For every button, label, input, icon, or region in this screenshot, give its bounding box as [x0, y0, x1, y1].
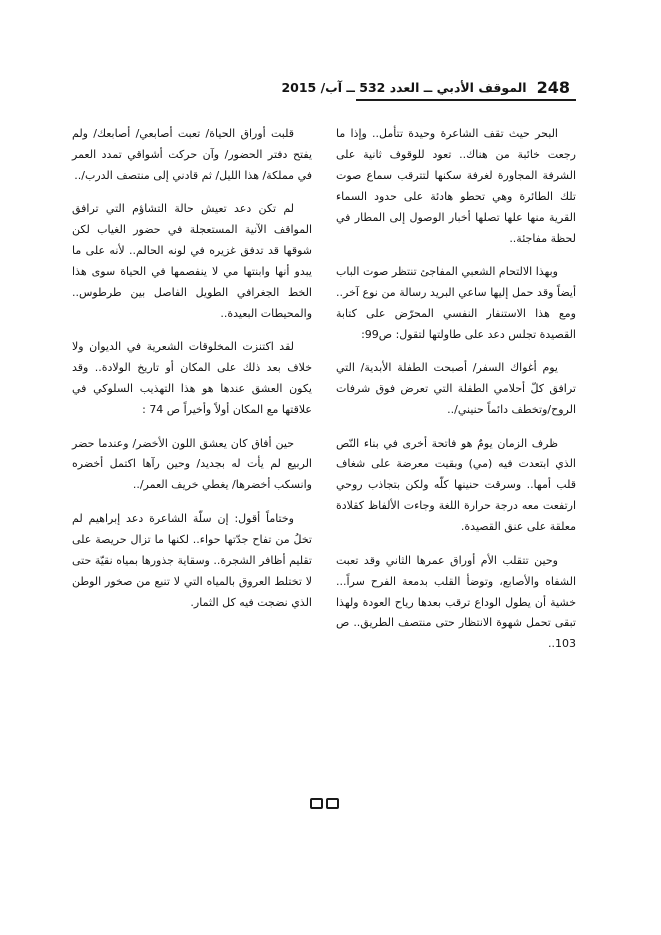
paragraph: ظرف الزمان يومٌ هو فاتحة أخرى في بناء النّص الذي ابتعدت فيه (مي) وبقيت معرضة على شغاف قلب أمها.. وسرقت حنينها كلّه ولكن بتجاذب روحي ارتفعت معه درجة حرارة اللغة وجاءت الألفاظ كقلادة معلقة على عنق القصيدة. [336, 436, 576, 534]
footer-ornament-icon [310, 798, 339, 809]
header-rule [356, 99, 576, 101]
ornament-square [310, 798, 323, 809]
paragraph: لم تكن دعد تعيش حالة التشاؤم التي ترافق المواقف الآنية المستعجلة في حضور الغياب لكن شوقها قد تدفق غزيره في لونه الحالم.. لأنه على ما يبدو أنها وابنتها مي لا ينفصمها في الحياة سوى هذا الخط الجغرافي الطويل الفاصل بين طرطوس.. والمحيطات البعيدة.. [72, 202, 312, 320]
paragraph: وبهذا الالتحام الشعبي المفاجئ تنتظر صوت الباب أيضاً وقد حمل إليها ساعي البريد رسالة من نوع آخر.. ومع هذا الاستنفار النفسي المحرّض على كتابة القصيدة تجلس دعد على طاولتها لتقول: ص99: [336, 265, 576, 341]
paragraph: وختاماً أقول: إن سلّة الشاعرة دعد إبراهيم لم تخلُ من تفاح جدّتها حواء.. لكنها ما تزال حريصة على تقليم أظافر الشجرة.. وسقاية جذورها بمياه نقيّة حتى لا تختلط العروق بالمياه التي لا تنبع من صخور الوطن الذي نضجت فيه كل الثمار. [72, 511, 312, 609]
paragraph: لقد اكتنزت المخلوقات الشعرية في الديوان ولا خلاف بعد ذلك على المكان أو تاريخ الولادة.. وقد يكون العشق عندها هو هذا التهذيب السلوكي في علاقتها مع المكان أولاً وأخيراً ص 74 : [72, 340, 312, 417]
ornament-square [326, 798, 339, 809]
poem-quote: يوم أغواك السفر/ أصبحت الطفلة الأبدية/ التي ترافق كلّ أحلامي الطفلة التي تعرض فوق شرفات الروح/وتخطف دائماً حنيني/.. [336, 361, 576, 417]
page-header [281, 76, 570, 98]
right-column [336, 124, 576, 668]
issue-line: الموقف الأدبي ــ العدد 532 ــ آب/ 2015 [281, 79, 527, 95]
poem-quote: حين أفاق كان يعشق اللون الأخضر/ وعندما حضر الربيع لم يأت له بجديد/ وحين رآها اكتمل أخضره وانسكب أخضرها/ يغطي خريف العمر/.. [72, 436, 312, 492]
page-number: 248 [536, 77, 570, 97]
poem-quote: قلبت أوراق الحياة/ تعبت أصابعي/ أصابعك/ ولم يفتح دفتر الحضور/ وآن حركت أشواقي تمدد العمر في مملكة/ هذا الليل/ ثم قادني إلى منتصف الدرب/.. [72, 127, 312, 182]
paragraph: وحين تتقلب الأم أوراق عمرها الثاني وقد تعبت الشفاه والأصابع، وتوضأ القلب بدمعة الفرح سراً... خشية أن يطول الوداع ترقب بعدها رياح العودة ولهذا تبقى تحمل شهوة الانتظار حتى منتصف الطريق.. ص 103.. [336, 553, 576, 651]
paragraph: البحر حيث تقف الشاعرة وحيدة تتأمل.. وإذا ما رجعت خائبة من هناك.. تعود للوقوف ثانية على الشرفة المجاورة لغرفة سكنها لتترقب سماع صوت تلك الطائرة وهي تحطو هادئة على حدود السماء القرية منها علها تصلها أخبار الوصول إلى المطار في لحظة مفاجئة.. [336, 127, 576, 245]
left-column [72, 124, 312, 626]
